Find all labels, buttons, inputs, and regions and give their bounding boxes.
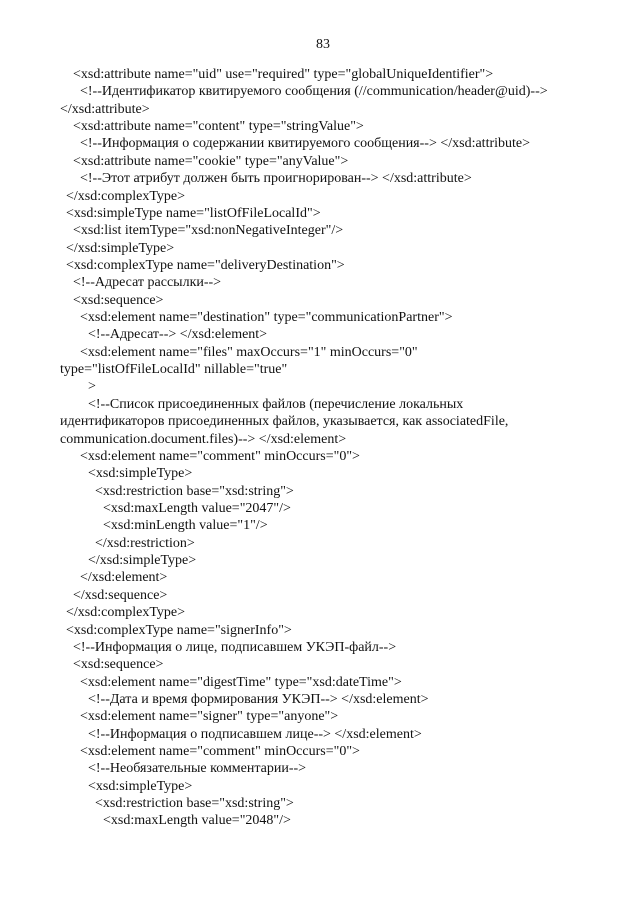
code-line: </xsd:attribute> [60, 101, 150, 117]
code-line: <!--Необязательные комментарии--> [88, 761, 307, 777]
code-line: <!--Информация о подписавшем лице--> </xsd:element> [88, 726, 422, 742]
code-line: </xsd:restriction> [95, 535, 195, 551]
code-line: <!--Этот атрибут должен быть проигнорирован--> </xsd:attribute> [80, 171, 472, 187]
code-line: </xsd:complexType> [66, 188, 186, 204]
code-line: > [88, 379, 96, 395]
code-line: <xsd:simpleType name="listOfFileLocalId"> [66, 205, 321, 221]
code-line: </xsd:element> [80, 570, 168, 586]
code-line: <!--Идентификатор квитируемого сообщения (//communication/header@uid)--> [80, 84, 548, 100]
code-line: <xsd:element name="comment" minOccurs="0"> [80, 448, 360, 464]
code-line: идентификаторов присоединенных файлов, указывается, как associatedFile, [60, 414, 509, 430]
code-line: <xsd:complexType name="signerInfo"> [66, 622, 292, 638]
code-line: <xsd:element name="digestTime" type="xsd:dateTime"> [80, 674, 402, 690]
code-line: <xsd:minLength value="1"/> [103, 518, 268, 534]
code-line: </xsd:sequence> [73, 587, 168, 603]
code-line: <xsd:attribute name="cookie" type="anyValue"> [73, 153, 349, 169]
code-line: <!--Информация о лице, подписавшем УКЭП-файл--> [73, 639, 397, 655]
code-line: <!--Адресат--> </xsd:element> [88, 327, 268, 343]
code-line: <xsd:simpleType> [88, 466, 193, 482]
code-listing [0, 66, 640, 830]
code-line: communication.document.files)--> </xsd:element> [60, 431, 347, 447]
code-line: <xsd:sequence> [73, 292, 164, 308]
code-line: <xsd:simpleType> [88, 778, 193, 794]
code-line: <xsd:element name="destination" type="communicationPartner"> [80, 310, 453, 326]
code-line: <xsd:element name="files" maxOccurs="1" minOccurs="0" [80, 344, 418, 360]
code-line: <xsd:maxLength value="2048"/> [103, 813, 291, 829]
code-line: <xsd:complexType name="deliveryDestination"> [66, 257, 345, 273]
code-line: <xsd:attribute name="uid" use="required" type="globalUniqueIdentifier"> [73, 67, 494, 82]
code-line: </xsd:complexType> [66, 605, 186, 621]
code-line: <!--Адресат рассылки--> [73, 275, 222, 291]
code-line: <xsd:list itemType="xsd:nonNegativeInteger"/> [73, 223, 344, 239]
code-line: <xsd:restriction base="xsd:string"> [95, 483, 294, 499]
code-line: <!--Дата и время формирования УКЭП--> </xsd:element> [88, 691, 429, 707]
code-line: <!--Список присоединенных файлов (перечисление локальных [88, 396, 464, 412]
code-line: <xsd:attribute name="content" type="stringValue"> [73, 119, 364, 135]
code-line: <xsd:maxLength value="2047"/> [103, 500, 291, 516]
code-line: <xsd:sequence> [73, 657, 164, 673]
page-number: 83 [316, 37, 330, 52]
code-line: </xsd:simpleType> [66, 240, 175, 256]
code-line: </xsd:simpleType> [88, 553, 197, 569]
code-line: type="listOfFileLocalId" nillable="true" [60, 362, 288, 378]
code-line: <xsd:element name="comment" minOccurs="0"> [80, 744, 360, 760]
code-line: <xsd:element name="signer" type="anyone"> [80, 709, 339, 725]
code-line: <xsd:restriction base="xsd:string"> [95, 796, 294, 812]
code-line: <!--Информация о содержании квитируемого сообщения--> </xsd:attribute> [80, 136, 531, 152]
